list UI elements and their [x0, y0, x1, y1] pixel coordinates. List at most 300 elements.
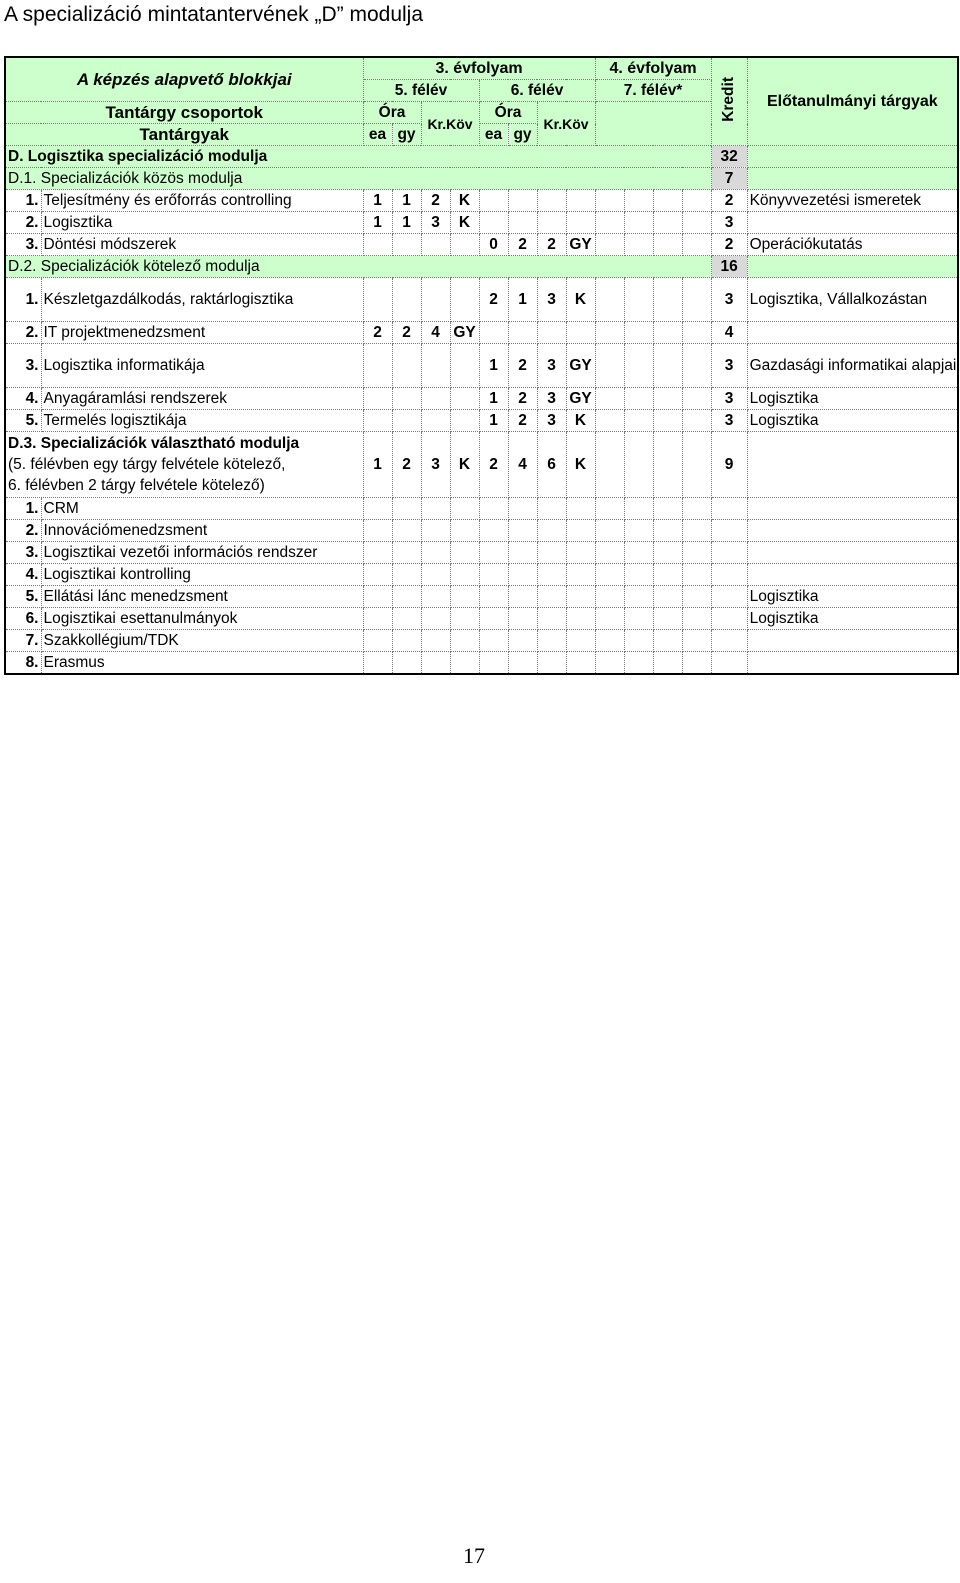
table-row [5, 278, 958, 322]
row-number: 3. [5, 234, 41, 256]
prereq-cell [747, 542, 958, 564]
hours-cell [421, 542, 450, 564]
sem7-cell [653, 520, 682, 542]
subject-name: Döntési módszerek [41, 234, 363, 256]
prereq-cell [747, 432, 958, 498]
sem7-cell [682, 586, 711, 608]
hours-cell [392, 652, 421, 675]
sem7-cell [624, 542, 653, 564]
sem7-cell [682, 388, 711, 410]
sem5-kov [450, 388, 479, 410]
sem5-kr [421, 388, 450, 410]
sem5-kov: GY [450, 322, 479, 344]
sem5-kr [421, 234, 450, 256]
d3-sem5-cell: 2 [392, 432, 421, 498]
hours-cell [508, 498, 537, 520]
sem7-cell [682, 344, 711, 388]
hours-cell [479, 564, 508, 586]
kredit-label: Kredit [720, 76, 738, 122]
sem7-cell [682, 212, 711, 234]
hours-cell [421, 630, 450, 652]
credit-cell: 3 [711, 344, 747, 388]
sem7-cell [624, 520, 653, 542]
d3-sem5-cell: 1 [363, 432, 392, 498]
row-number: 1. [5, 278, 41, 322]
sem5-kr: 2 [421, 190, 450, 212]
hours-cell [566, 586, 595, 608]
table-row [5, 322, 958, 344]
sem5-ea: 2 [363, 322, 392, 344]
sem6-gy: 2 [508, 234, 537, 256]
sem7-cell [682, 608, 711, 630]
sem7-cell [682, 520, 711, 542]
sem7-cell [595, 652, 624, 675]
sem6-kov: K [566, 278, 595, 322]
sem7-cell [653, 278, 682, 322]
module-label: D.1. Specializációk közös modulja [5, 168, 711, 190]
hours-cell [479, 630, 508, 652]
row-number: 2. [5, 322, 41, 344]
hours-cell [421, 608, 450, 630]
prereq-cell [747, 652, 958, 675]
row-number: 3. [5, 542, 41, 564]
hours-cell [392, 630, 421, 652]
sem7-cell [682, 498, 711, 520]
sem7-cell [682, 322, 711, 344]
sem5-kov [450, 344, 479, 388]
year3-header: 3. évfolyam [363, 57, 595, 80]
kredit-header [711, 57, 747, 146]
sem6-ea [479, 190, 508, 212]
hours-cell [508, 586, 537, 608]
subject-name: Erasmus [41, 652, 363, 675]
prereq-header: Előtanulmányi tárgyak [747, 57, 958, 146]
table-row [5, 564, 958, 586]
hours-cell [479, 652, 508, 675]
sem6-kov: K [566, 410, 595, 432]
module-d3-label [5, 432, 363, 498]
hours-cell [508, 652, 537, 675]
hours-cell [363, 498, 392, 520]
sem6-kov [566, 212, 595, 234]
prereq-cell: Logisztika [747, 388, 958, 410]
prereq-cell: Logisztika [747, 608, 958, 630]
sem7-cell [595, 190, 624, 212]
row-number: 7. [5, 630, 41, 652]
sem7-cell [624, 234, 653, 256]
sem5-gy [392, 278, 421, 322]
sem6-ea [479, 322, 508, 344]
module-credit: 7 [711, 168, 747, 190]
sem7-cell [595, 564, 624, 586]
sem5-gy [392, 388, 421, 410]
table-row [5, 212, 958, 234]
credit-cell: 2 [711, 190, 747, 212]
year4-header: 4. évfolyam [595, 57, 711, 80]
sem6-kov: GY [566, 234, 595, 256]
sem7-cell [595, 608, 624, 630]
sem7-cell [682, 234, 711, 256]
curriculum-table [4, 56, 959, 675]
sem7-cell [595, 520, 624, 542]
blocks-header: A képzés alapvető blokkjai [5, 57, 363, 102]
sem7-cell [653, 586, 682, 608]
sem5-gy [392, 234, 421, 256]
page-title: A specializáció mintatantervének „D” modulja [4, 3, 424, 26]
hours-cell [363, 520, 392, 542]
hours-cell [421, 586, 450, 608]
credit-cell [711, 586, 747, 608]
sem7-cell [595, 234, 624, 256]
sem7-cell [624, 344, 653, 388]
ea6-header: ea [479, 124, 508, 146]
sem5-gy: 2 [392, 322, 421, 344]
sem5-ea [363, 344, 392, 388]
sem6-kr: 3 [537, 344, 566, 388]
sem7-cell [624, 410, 653, 432]
sem5-kr [421, 278, 450, 322]
sem5-header: 5. félév [363, 80, 479, 102]
subject-name: Logisztikai esettanulmányok [41, 608, 363, 630]
hours-cell [537, 586, 566, 608]
sem5-kov [450, 410, 479, 432]
sem7-cell [624, 278, 653, 322]
sem6-kov: GY [566, 344, 595, 388]
sem7-cell [653, 344, 682, 388]
credit-cell [711, 542, 747, 564]
prereq-cell: Operációkutatás [747, 234, 958, 256]
sem7-cell [595, 630, 624, 652]
sem6-kov [566, 190, 595, 212]
module-d-row [5, 146, 958, 168]
hours-cell [508, 542, 537, 564]
table-row [5, 630, 958, 652]
sem7-cell [653, 322, 682, 344]
hours-cell [392, 608, 421, 630]
sem6-kr: 3 [537, 388, 566, 410]
sem5-kov [450, 234, 479, 256]
prereq-cell [747, 564, 958, 586]
hours-cell [363, 542, 392, 564]
hours-cell [392, 564, 421, 586]
subject-name: IT projektmenedzsment [41, 322, 363, 344]
hours-cell [479, 586, 508, 608]
prereq-cell [747, 322, 958, 344]
sem7-cell [653, 564, 682, 586]
prereq-cell [747, 630, 958, 652]
table-row [5, 652, 958, 675]
row-number: 4. [5, 388, 41, 410]
sem7-cell [653, 234, 682, 256]
row-number: 5. [5, 586, 41, 608]
page-number: 17 [463, 1543, 485, 1568]
sem7-cell [595, 322, 624, 344]
sem7-cell [624, 212, 653, 234]
sem5-gy [392, 410, 421, 432]
hours-cell [479, 520, 508, 542]
sem7-cell [624, 388, 653, 410]
sem7-cell [624, 564, 653, 586]
sem7-cell [682, 564, 711, 586]
sem5-kov: K [450, 212, 479, 234]
sem7-cell [653, 608, 682, 630]
hours-cell [392, 520, 421, 542]
hours-cell [537, 520, 566, 542]
credit-cell [711, 652, 747, 675]
sem7-cell [624, 608, 653, 630]
row-number: 8. [5, 652, 41, 675]
sem7-cell [653, 388, 682, 410]
hours-cell [566, 520, 595, 542]
prereq-cell: Könyvvezetési ismeretek [747, 190, 958, 212]
gy5-header: gy [392, 124, 421, 146]
sem6-gy: 2 [508, 388, 537, 410]
sem7-cell [653, 410, 682, 432]
sem6-ea [479, 212, 508, 234]
hours-cell [508, 630, 537, 652]
hours-cell [537, 652, 566, 675]
hours-cell [450, 608, 479, 630]
table-row [5, 520, 958, 542]
d3-sem6-cell: 2 [479, 432, 508, 498]
module-label: D.2. Specializációk kötelező modulja [5, 256, 711, 278]
d3-sem5-cell: 3 [421, 432, 450, 498]
sem5-kr [421, 344, 450, 388]
sem7-cell [595, 498, 624, 520]
sem7-cell [682, 410, 711, 432]
gy6-header: gy [508, 124, 537, 146]
krkov6-header: Kr.Köv [537, 102, 595, 146]
hours-cell [421, 498, 450, 520]
sem7-cell [624, 432, 653, 498]
hours-cell [537, 542, 566, 564]
hours-cell [537, 564, 566, 586]
hours-cell [421, 520, 450, 542]
sem5-gy: 1 [392, 212, 421, 234]
subject-name: Anyagáramlási rendszerek [41, 388, 363, 410]
sem7-cell [624, 652, 653, 675]
sem6-gy [508, 322, 537, 344]
hours-cell [363, 586, 392, 608]
sem7-cell [682, 278, 711, 322]
module-d3-line2: (5. félévben egy tárgy felvétele kötelező, [8, 456, 286, 473]
ea5-header: ea [363, 124, 392, 146]
sem7-cell [595, 586, 624, 608]
sem6-ea: 1 [479, 410, 508, 432]
subject-name: Készletgazdálkodás, raktárlogisztika [41, 278, 363, 322]
sem5-ea [363, 388, 392, 410]
hours-cell [479, 608, 508, 630]
table-row [5, 410, 958, 432]
prereq-cell [747, 212, 958, 234]
sem6-header: 6. félév [479, 80, 595, 102]
module-d2-row [5, 256, 958, 278]
sem7-cell [595, 388, 624, 410]
credit-cell: 3 [711, 388, 747, 410]
sem7-cell [624, 190, 653, 212]
hours-cell [392, 586, 421, 608]
module-credit: 32 [711, 146, 747, 168]
sem6-kr: 3 [537, 410, 566, 432]
subject-name: Logisztikai vezetői információs rendszer [41, 542, 363, 564]
sem7-cell [682, 542, 711, 564]
sem6-gy: 2 [508, 344, 537, 388]
sem5-kr: 4 [421, 322, 450, 344]
sem7-cell [653, 542, 682, 564]
module-d3-row [5, 432, 958, 498]
ora5-header: Óra [363, 102, 421, 124]
module-prereq-blank [747, 256, 958, 278]
sem6-gy [508, 190, 537, 212]
sem5-kov: K [450, 190, 479, 212]
hours-cell [566, 542, 595, 564]
sem7-cell [682, 652, 711, 675]
sem7-cell [653, 630, 682, 652]
sem5-kr: 3 [421, 212, 450, 234]
hours-cell [450, 520, 479, 542]
subject-name: Logisztika informatikája [41, 344, 363, 388]
sem5-ea [363, 278, 392, 322]
hours-cell [537, 630, 566, 652]
sem6-gy: 1 [508, 278, 537, 322]
row-number: 1. [5, 190, 41, 212]
hours-cell [537, 608, 566, 630]
sem7-cell [653, 652, 682, 675]
subject-name: CRM [41, 498, 363, 520]
credit-cell [711, 498, 747, 520]
sem6-ea: 0 [479, 234, 508, 256]
hours-cell [566, 608, 595, 630]
sem7-cell [624, 498, 653, 520]
sem6-ea: 1 [479, 344, 508, 388]
d3-sem6-cell: 4 [508, 432, 537, 498]
sem5-gy: 1 [392, 190, 421, 212]
row-number: 4. [5, 564, 41, 586]
module-prereq-blank [747, 146, 958, 168]
subject-name: Innovációmenedzsment [41, 520, 363, 542]
sem5-ea: 1 [363, 212, 392, 234]
hours-cell [566, 652, 595, 675]
subject-name: Szakkollégium/TDK [41, 630, 363, 652]
sem6-ea: 1 [479, 388, 508, 410]
hours-cell [421, 564, 450, 586]
sem6-gy: 2 [508, 410, 537, 432]
hours-cell [363, 630, 392, 652]
sem7-cell [682, 432, 711, 498]
credit-cell: 3 [711, 212, 747, 234]
prereq-cell: Gazdasági informatikai alapjai [747, 344, 958, 388]
hours-cell [363, 608, 392, 630]
sem7-cell [653, 498, 682, 520]
credit-cell: 9 [711, 432, 747, 498]
credit-cell: 4 [711, 322, 747, 344]
hours-cell [450, 630, 479, 652]
sem7-cell [682, 190, 711, 212]
sem7-cell [653, 212, 682, 234]
subject-name: Termelés logisztikája [41, 410, 363, 432]
table-row [5, 190, 958, 212]
subject-name: Ellátási lánc menedzsment [41, 586, 363, 608]
sem6-kr [537, 212, 566, 234]
hours-cell [508, 608, 537, 630]
hours-cell [392, 498, 421, 520]
groups-header: Tantárgy csoportok [5, 102, 363, 124]
table-row [5, 388, 958, 410]
table-row [5, 608, 958, 630]
module-credit: 16 [711, 256, 747, 278]
sem7-cell [624, 322, 653, 344]
hours-cell [479, 498, 508, 520]
prereq-cell: Logisztika [747, 586, 958, 608]
sem7-cell [595, 278, 624, 322]
sem5-ea [363, 234, 392, 256]
prereq-cell: Logisztika [747, 410, 958, 432]
hours-cell [479, 542, 508, 564]
sem7-cell [595, 432, 624, 498]
module-label: D. Logisztika specializáció modulja [5, 146, 711, 168]
sem7-cell [624, 630, 653, 652]
hours-cell [450, 586, 479, 608]
sem6-kr: 3 [537, 278, 566, 322]
subjects-header: Tantárgyak [5, 124, 363, 146]
credit-cell: 3 [711, 410, 747, 432]
hours-cell [421, 652, 450, 675]
hours-cell [363, 564, 392, 586]
credit-cell: 2 [711, 234, 747, 256]
d3-sem6-cell: K [566, 432, 595, 498]
sem7-header: 7. félév* [595, 80, 711, 102]
subject-name: Logisztika [41, 212, 363, 234]
subject-name: Teljesítmény és erőforrás controlling [41, 190, 363, 212]
hours-cell [450, 564, 479, 586]
sem5-ea [363, 410, 392, 432]
module-d3-line3: 6. félévben 2 tárgy felvétele kötelező) [8, 477, 265, 494]
hours-cell [392, 542, 421, 564]
hours-cell [450, 542, 479, 564]
sem5-gy [392, 344, 421, 388]
row-number: 5. [5, 410, 41, 432]
prereq-cell [747, 520, 958, 542]
sem7-cell [595, 212, 624, 234]
sem6-kr: 2 [537, 234, 566, 256]
sem7-cell [595, 344, 624, 388]
hours-cell [566, 564, 595, 586]
sem7-cell [653, 432, 682, 498]
header-row-1 [5, 57, 958, 80]
module-prereq-blank [747, 168, 958, 190]
row-number: 3. [5, 344, 41, 388]
sem7-cell [653, 190, 682, 212]
row-number: 6. [5, 608, 41, 630]
sem5-kov [450, 278, 479, 322]
module-d1-row [5, 168, 958, 190]
sem6-kov: GY [566, 388, 595, 410]
credit-cell [711, 520, 747, 542]
hours-cell [566, 498, 595, 520]
hours-cell [450, 652, 479, 675]
row-number: 1. [5, 498, 41, 520]
prereq-cell: Logisztika, Vállalkozástan [747, 278, 958, 322]
sem7-blank [595, 102, 711, 146]
sem7-cell [595, 410, 624, 432]
credit-cell [711, 630, 747, 652]
sem6-ea: 2 [479, 278, 508, 322]
sem5-kr [421, 410, 450, 432]
credit-cell [711, 608, 747, 630]
sem7-cell [682, 630, 711, 652]
ora6-header: Óra [479, 102, 537, 124]
subject-name: Logisztikai kontrolling [41, 564, 363, 586]
